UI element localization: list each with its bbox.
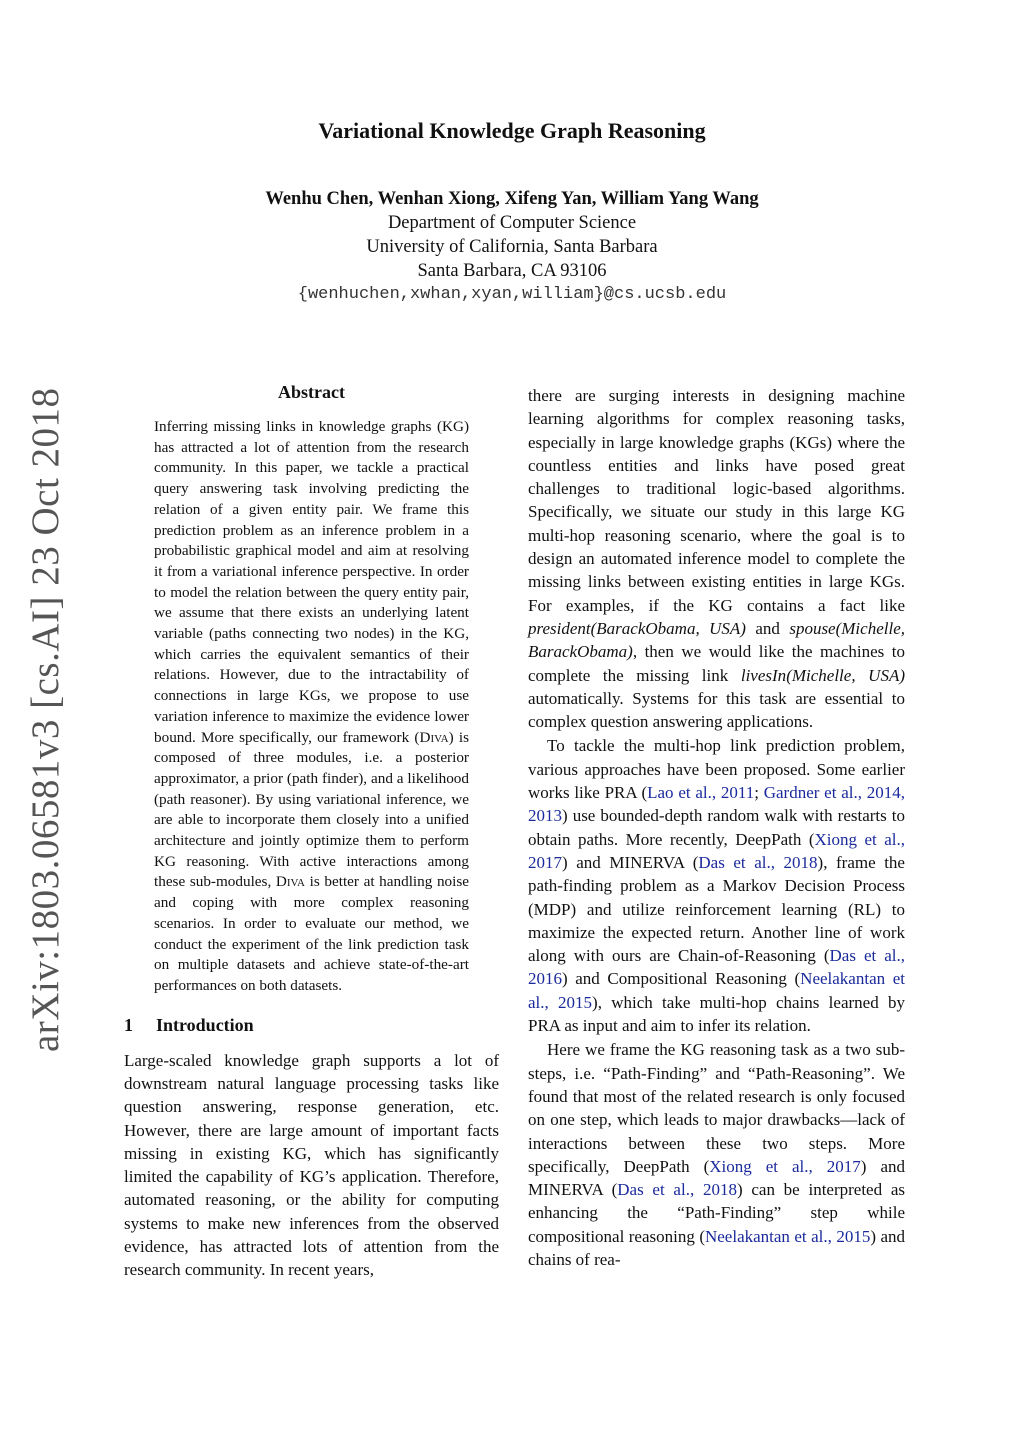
author-address: Santa Barbara, CA 93106 — [417, 261, 607, 281]
text-span: To tackle the multi-hop link prediction problem, various approaches have been proposed. Some earlier works like PRA ( — [528, 736, 905, 803]
paper-title: Variational Knowledge Graph Reasoning — [318, 118, 706, 143]
abstract-part-c: is better at handling noise and coping with more complex reasoning scenarios. In order to evaluate our method, we conduct the experiment of the link prediction task on multiple datasets and achieve state-of-the-art performances on both datasets. — [154, 873, 470, 994]
author-block — [0, 187, 1024, 307]
citation-link[interactable]: Neelakantan et al., 2015 — [704, 1226, 871, 1246]
text-span: and — [745, 618, 790, 638]
citation-link[interactable]: Xiong et al., 2017 — [709, 1156, 861, 1176]
text-span: ) and Compositional Reasoning ( — [562, 969, 801, 989]
relation-president: president — [528, 618, 591, 638]
relation-args: (BarackObama, USA) — [590, 618, 746, 638]
citation-link[interactable]: Das et al., 2016 — [528, 946, 905, 989]
arxiv-stamp-text: arXiv:1803.06581v3 [cs.AI] 23 Oct 2018 — [24, 387, 67, 1052]
text-span: ) can be interpreted as enhancing the “Path-Finding” step while compositional reasoning ( — [528, 1180, 905, 1246]
abstract-part-a: Inferring missing links in knowledge graphs (KG) has attracted a lot of attention from the research community. In this paper, we tackle a practical query answering task involving predicting the relation of a given entity pair. We frame this prediction problem as an inference problem in a probabilistic graphical model and aim at resolving it from a variational inference perspective. In order to model the relation between the query entity pair, we assume that there exists an underlying latent variable (paths connecting two nodes) in the KG, which carries the equivalent semantics of their relations. However, due to the intractability of connections in large KGs, we propose to use variation inference to maximize the evidence lower bound. More specifically, our framework ( — [154, 418, 469, 746]
text-span: ) and chains of rea- — [528, 1226, 905, 1269]
author-university: University of California, Santa Barbara — [366, 237, 658, 257]
text-span: ) and MINERVA ( — [528, 1156, 905, 1200]
relation-livesin: livesIn — [740, 665, 787, 685]
author-email: {wenhuchen,xwhan,xyan,william}@cs.ucsb.edu — [297, 285, 727, 304]
text-span: , then we would like the machines to complete the missing link — [528, 642, 905, 685]
citation-link[interactable]: Neelakantan et al., 2015 — [528, 969, 905, 1012]
citation-link[interactable]: Lao et al., 2011 — [647, 783, 755, 803]
text-span: Here we frame the KG reasoning task as a two sub-steps, i.e. “Path-Finding” and “Path-Reasoning”. We found that most of the related research is only focused on one step, which leads to major drawbacks—lack of interactions between these two steps. More specifically, DeepPath ( — [528, 1040, 905, 1176]
text-span: ) use bounded-depth random walk with restarts to obtain paths. More recently, DeepPath ( — [528, 806, 905, 849]
citation-link[interactable]: Xiong et al., 2017 — [528, 829, 905, 872]
section-heading — [124, 1015, 499, 1036]
intro-paragraph: Large-scaled knowledge graph supports a lot of downstream natural language processing tasks like question answering, response generation, etc. However, there are large amount of important facts missing in existing KG, which has significantly limited the capability of KG’s application. Therefore, automated reasoning, or the ability for computing systems to make new inferences from the observed evidence, has attracted lots of attention from the research community. In recent years, — [124, 1050, 499, 1280]
text-span: ) and MINERVA ( — [562, 852, 699, 872]
abstract-text — [154, 417, 469, 997]
diva-name: Diva — [419, 728, 449, 746]
text-span: ; — [754, 783, 764, 803]
paragraph-framing — [528, 1038, 905, 1271]
relation-args: (Michelle, USA) — [786, 665, 905, 685]
author-names: Wenhu Chen, Wenhan Xiong, Xifeng Yan, William Yang Wang — [265, 189, 759, 209]
paragraph-motivation — [528, 384, 905, 733]
author-department: Department of Computer Science — [387, 213, 637, 233]
left-column — [124, 382, 499, 1282]
arxiv-stamp — [24, 387, 67, 1052]
text-span: ), which take multi-hop chains learned by PRA as input and aim to infer its relation. — [528, 992, 905, 1036]
text-span: there are surging interests in designing machine learning algorithms for complex reasoning tasks, especially in large knowledge graphs (KGs) where the countless entities and links have posed great challenges to traditional logic-based algorithms. Specifically, we situate our study in this large KG multi-hop reasoning scenario, where the goal is to design an automated inference model to complete the missing links between existing entities in large KGs. For examples, if the KG contains a fact like — [528, 386, 905, 615]
section-number: 1 — [124, 1014, 133, 1035]
right-column — [528, 384, 905, 1271]
citation-link[interactable]: Gardner et al., 2014, 2013 — [528, 783, 905, 826]
relation-args: (Michelle, BarackObama) — [528, 618, 905, 662]
abstract-heading: Abstract — [278, 382, 345, 402]
paragraph-related-work — [528, 734, 905, 1037]
diva-name: Diva — [275, 873, 305, 891]
text-span: automatically. Systems for this task are essential to complex question answering applications. — [528, 688, 905, 732]
abstract-part-b: ) is composed of three modules, i.e. a posterior approximator, a prior (path finder), and a likelihood (path reasoner). By using variational inference, we are able to incorporate them closely into a unified architecture and jointly optimize them to perform KG reasoning. With active interactions among these sub-modules, — [154, 728, 469, 891]
text-span: ), frame the path-finding problem as a Markov Decision Process (MDP) and utilize reinforcement learning (RL) to maximize the expected return. Another line of work along with ours are Chain-of-Reasoning ( — [528, 852, 905, 966]
citation-link[interactable]: Das et al., 2018 — [617, 1180, 737, 1200]
section-title: Introduction — [156, 1014, 254, 1035]
citation-link[interactable]: Das et al., 2018 — [698, 852, 818, 872]
relation-spouse: spouse — [789, 618, 836, 638]
